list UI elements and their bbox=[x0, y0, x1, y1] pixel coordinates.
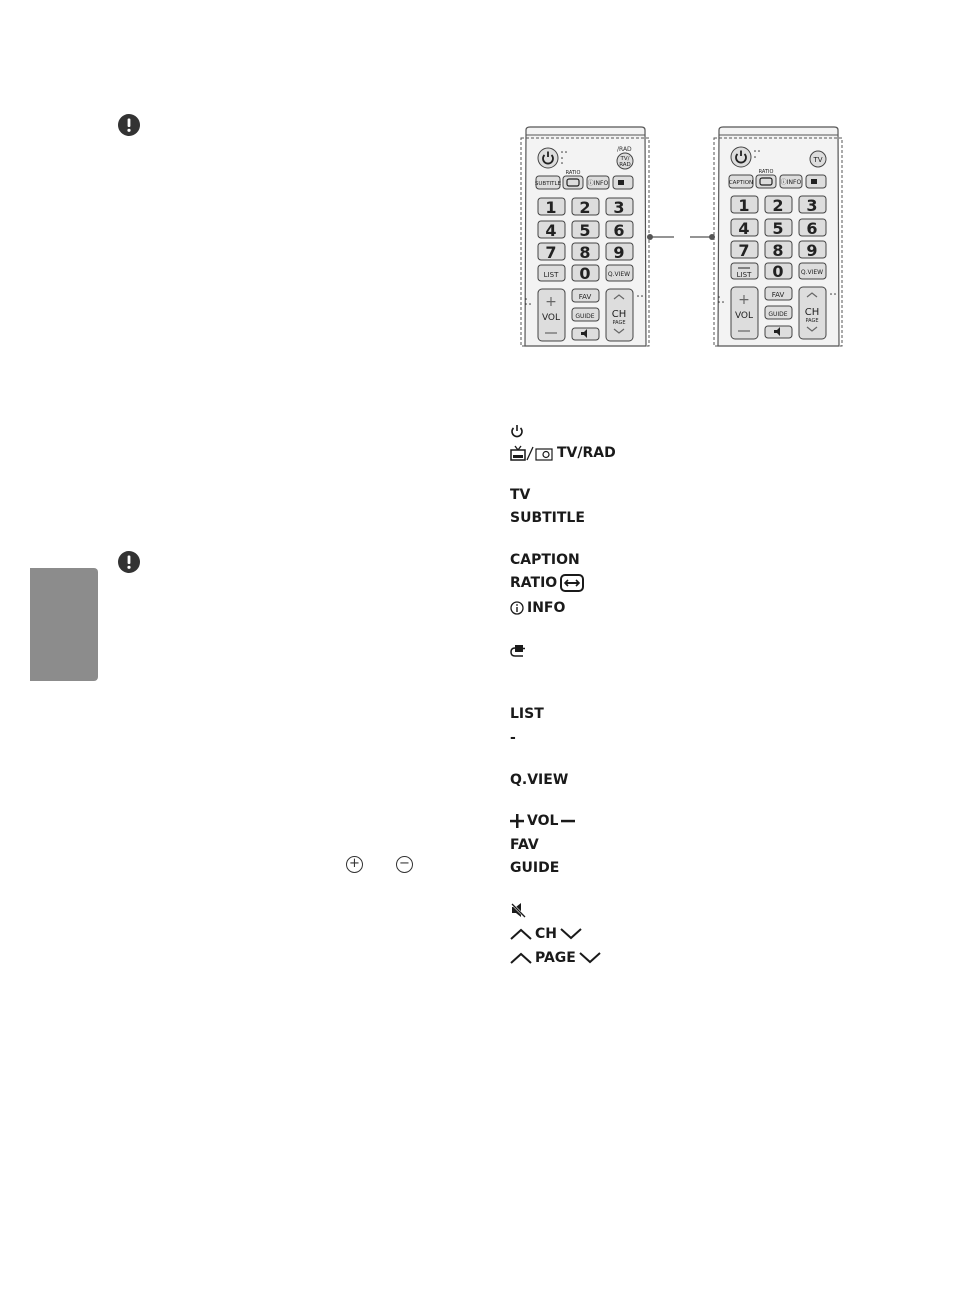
legend-text: - bbox=[510, 730, 516, 746]
language-side-tab bbox=[30, 568, 98, 681]
svg-text:8: 8 bbox=[579, 243, 591, 262]
legend-guide bbox=[510, 858, 559, 878]
svg-text:2: 2 bbox=[579, 198, 591, 217]
remote-control-left bbox=[518, 126, 653, 352]
legend-text: TV bbox=[510, 487, 531, 503]
legend-text: CH bbox=[535, 926, 557, 942]
svg-text:5: 5 bbox=[772, 219, 784, 238]
svg-text:+: + bbox=[545, 294, 557, 310]
svg-text:+: + bbox=[738, 292, 750, 308]
legend-vol bbox=[510, 811, 575, 831]
power-icon bbox=[510, 424, 524, 438]
legend-caption bbox=[510, 550, 580, 570]
svg-text:CAPTION: CAPTION bbox=[728, 180, 754, 186]
legend-page bbox=[510, 948, 601, 968]
svg-text:TV/: TV/ bbox=[620, 156, 630, 162]
svg-text:LIST: LIST bbox=[736, 271, 752, 279]
svg-text:VOL: VOL bbox=[734, 311, 754, 321]
svg-text:3: 3 bbox=[613, 198, 625, 217]
chevron-down-icon bbox=[560, 928, 582, 940]
minus-icon bbox=[561, 814, 575, 828]
svg-text:RATIO: RATIO bbox=[565, 170, 581, 176]
svg-text:Q.VIEW: Q.VIEW bbox=[607, 271, 631, 278]
remote-control-right bbox=[711, 126, 846, 352]
legend-text: GUIDE bbox=[510, 860, 560, 876]
svg-text:5: 5 bbox=[579, 221, 591, 240]
svg-text:FAV: FAV bbox=[578, 293, 592, 301]
svg-text:8: 8 bbox=[772, 241, 784, 260]
legend-text: TV/RAD bbox=[557, 445, 616, 461]
svg-text:RAD: RAD bbox=[619, 162, 631, 168]
mute-icon bbox=[510, 902, 526, 918]
svg-text:PAGE: PAGE bbox=[805, 318, 819, 324]
power-button bbox=[731, 147, 751, 167]
ratio-button bbox=[563, 176, 583, 189]
svg-text:0: 0 bbox=[579, 264, 591, 283]
svg-text:CH: CH bbox=[804, 307, 820, 318]
tvrad-top-label: /RAD bbox=[617, 146, 632, 153]
legend-tv bbox=[510, 485, 530, 505]
svg-text:GUIDE: GUIDE bbox=[575, 313, 595, 320]
svg-text:7: 7 bbox=[545, 243, 557, 262]
legend-power bbox=[510, 421, 524, 441]
svg-text:1: 1 bbox=[545, 198, 557, 217]
svg-text:ⓘINFO: ⓘINFO bbox=[780, 179, 802, 186]
power-button bbox=[538, 148, 558, 168]
legend-qview bbox=[510, 770, 568, 790]
plus-circle-icon: + bbox=[346, 856, 363, 873]
svg-text:9: 9 bbox=[806, 241, 818, 260]
svg-text:4: 4 bbox=[545, 221, 557, 240]
legend-list bbox=[510, 704, 544, 724]
legend-text: Q.VIEW bbox=[510, 772, 569, 788]
svg-text:PAGE: PAGE bbox=[612, 320, 626, 326]
warning-icon bbox=[118, 551, 140, 573]
minus-circle-icon: − bbox=[396, 856, 413, 873]
svg-text:9: 9 bbox=[613, 243, 625, 262]
svg-text:RATIO: RATIO bbox=[758, 169, 774, 175]
legend-text: RATIO bbox=[510, 575, 558, 591]
legend-fav bbox=[510, 835, 539, 855]
svg-text:3: 3 bbox=[806, 196, 818, 215]
legend-mute bbox=[510, 900, 526, 920]
svg-text:CH: CH bbox=[611, 309, 627, 320]
legend-input bbox=[510, 640, 526, 660]
svg-text:6: 6 bbox=[613, 221, 625, 240]
legend-tv-rad bbox=[510, 443, 616, 463]
svg-text:Q.VIEW: Q.VIEW bbox=[800, 269, 824, 276]
legend-ratio bbox=[510, 573, 584, 593]
legend-text: CAPTION bbox=[510, 552, 580, 568]
connector-line bbox=[646, 230, 718, 244]
svg-text:TV: TV bbox=[813, 156, 823, 164]
chevron-down-icon bbox=[579, 952, 601, 964]
chevron-up-icon bbox=[510, 928, 532, 940]
info-icon bbox=[510, 601, 524, 615]
ratio-button bbox=[756, 175, 776, 188]
legend-text: SUBTITLE bbox=[510, 510, 585, 526]
svg-text:VOL: VOL bbox=[541, 313, 561, 323]
plus-icon bbox=[510, 814, 524, 828]
legend-text: FAV bbox=[510, 837, 539, 853]
legend-text: LIST bbox=[510, 706, 544, 722]
svg-text:2: 2 bbox=[772, 196, 784, 215]
svg-text:6: 6 bbox=[806, 219, 818, 238]
legend-dash bbox=[510, 728, 516, 748]
svg-text:0: 0 bbox=[772, 262, 784, 281]
svg-text:FAV: FAV bbox=[771, 291, 785, 299]
svg-text:LIST: LIST bbox=[543, 271, 559, 279]
warning-icon bbox=[118, 114, 140, 136]
legend-text: INFO bbox=[527, 600, 566, 616]
legend-text: PAGE bbox=[535, 950, 576, 966]
chevron-up-icon bbox=[510, 952, 532, 964]
legend-info bbox=[510, 598, 565, 618]
svg-text:7: 7 bbox=[738, 241, 750, 260]
svg-text:1: 1 bbox=[738, 196, 750, 215]
svg-text:ⓘINFO: ⓘINFO bbox=[587, 180, 609, 187]
input-icon bbox=[510, 642, 526, 658]
tv-radio-icon bbox=[510, 445, 554, 461]
svg-text:SUBTITLE: SUBTITLE bbox=[534, 181, 562, 187]
legend-text: VOL bbox=[527, 813, 559, 829]
svg-text:GUIDE: GUIDE bbox=[768, 311, 788, 318]
legend-subtitle bbox=[510, 508, 585, 528]
legend-ch bbox=[510, 924, 582, 944]
ratio-icon bbox=[560, 574, 584, 592]
svg-text:4: 4 bbox=[738, 219, 750, 238]
